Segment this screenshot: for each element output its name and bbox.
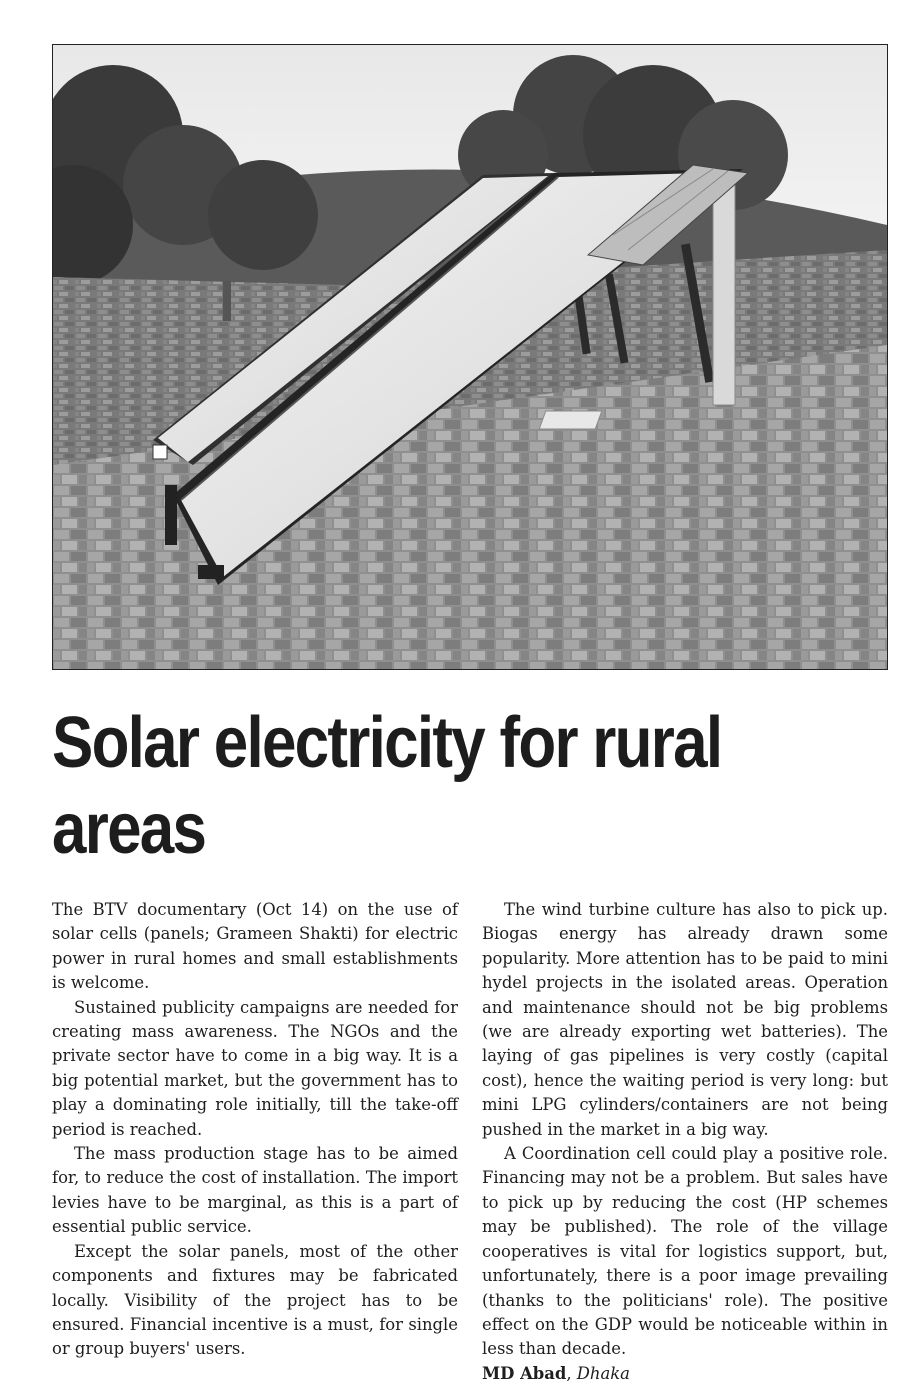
paragraph: The wind turbine culture has also to pick up. Biogas energy has already drawn some popularity. More attention has to be paid to mini hydel projects in the isolated areas. Operation and maintenance should not be big problems (we are already exporting wet batteries). The laying of gas pipelines is very costly (capital cost), hence the waiting period is very long: but mini LPG cylinders/containers are not being pushed in the market in a big way.	[482, 900, 888, 1139]
author-name: MD Abad	[482, 1363, 567, 1383]
author-signature	[482, 1362, 888, 1386]
paragraph: Except the solar panels, most of the other components and fixtures may be fabricated locally. Visibility of the project has to be ensured. Financial incentive is a must, for single or group buyers' users.	[52, 1241, 458, 1359]
paragraph: The mass production stage has to be aimed for, to reduce the cost of installation. The import levies have to be marginal, as this is a part of essential public service.	[52, 1144, 458, 1237]
author-separator: ,	[566, 1363, 577, 1383]
paragraph: Sustained publicity campaigns are needed for creating mass awareness. The NGOs and the private sector have to come in a big way. It is a big potential market, but the government has to play a dominating role initially, till the take-off period is reached.	[52, 997, 458, 1139]
article-headline: Solar electricity for rural areas	[52, 703, 722, 869]
article-left-column	[52, 898, 458, 1362]
author-location: Dhaka	[576, 1363, 630, 1383]
paragraph: A Coordination cell could play a positive role. Financing may not be a problem. But sales have to pick up by reducing the cost (HP schemes may be published). The role of the village cooperatives is vital for logistics support, but, unfortunately, there is a poor image prevailing (thanks to the politicians' role). The positive effect on the GDP would be noticeable within in less than decade.	[482, 1144, 888, 1359]
article-right-column	[482, 898, 888, 1386]
solar-panels-image	[53, 45, 887, 669]
paragraph: The BTV documentary (Oct 14) on the use of solar cells (panels; Grameen Shakti) for electric power in rural homes and small establishments is welcome.	[52, 900, 458, 993]
article-photo	[52, 44, 888, 670]
